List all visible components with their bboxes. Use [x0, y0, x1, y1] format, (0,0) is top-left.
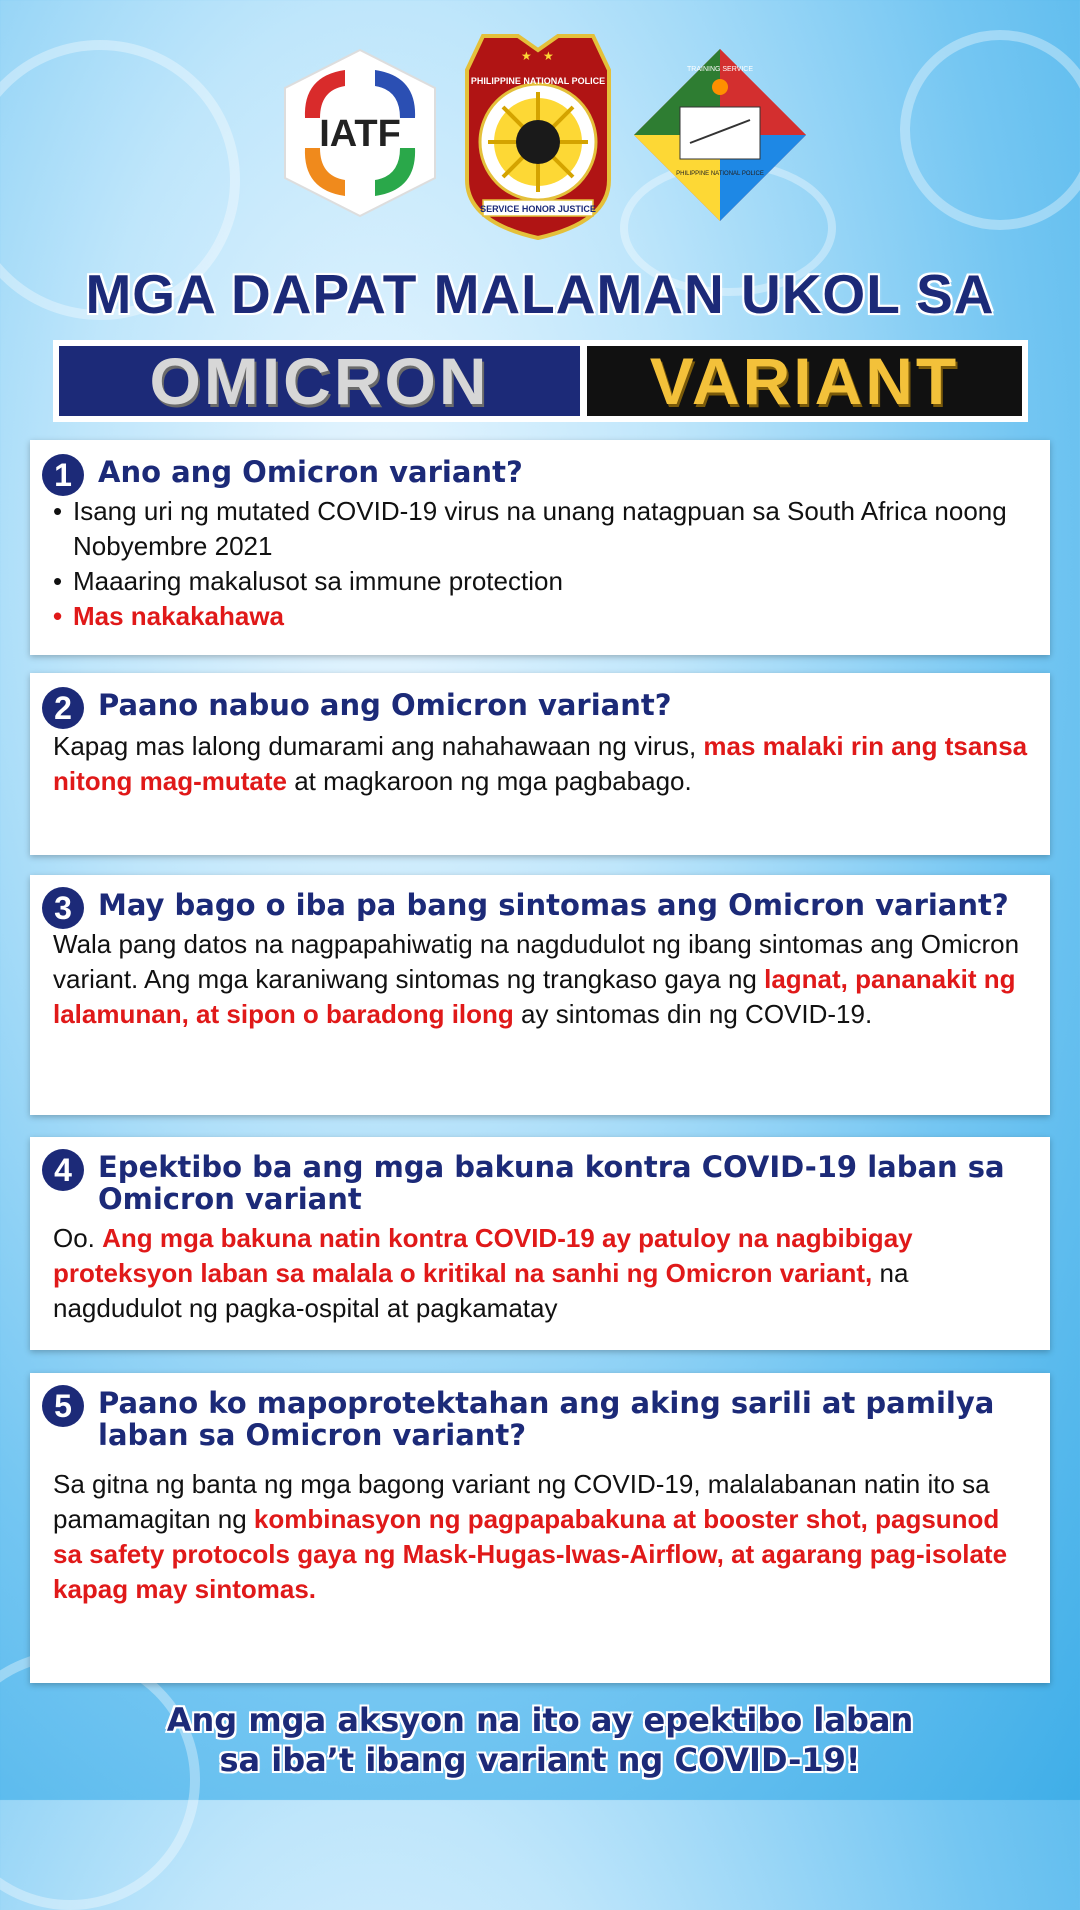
- training-service-logo: [630, 45, 810, 225]
- question-heading: Ano ang Omicron variant?: [98, 455, 523, 489]
- faq-card-1: [30, 440, 1050, 655]
- faq-card-4: [30, 1137, 1050, 1350]
- number-badge: 3: [42, 887, 84, 929]
- number-badge: 5: [42, 1385, 84, 1427]
- answer-text: Sa gitna ng banta ng mga bagong variant ng COVID-19, malalabanan natin ito sa pamamagitan ng kombinasyon ng pagpapabakuna at booster shot, pagsunod sa safety protocols gaya ng Mask-Hugas-Iwas-Airflow, at agarang pag-isolate kapag may sintomas.: [53, 1469, 1008, 1604]
- omicron-title: OMICRON: [59, 346, 580, 416]
- question-heading: Epektibo ba ang mga bakuna kontra COVID-19 laban sa Omicron variant: [98, 1150, 1005, 1216]
- question-heading: May bago o iba pa bang sintomas ang Omicron variant?: [98, 888, 1009, 922]
- answer-text: [30, 494, 1050, 634]
- iatf-logo-text: IATF: [319, 113, 401, 155]
- faq-card-2: [30, 673, 1050, 855]
- number-badge: 4: [42, 1149, 84, 1191]
- pnp-logo-text: PHILIPPINE NATIONAL POLICE: [470, 76, 606, 86]
- list-item: • Mas nakakahawa: [53, 599, 1028, 634]
- title-banner: [53, 340, 1028, 422]
- training-logo-subtext: PHILIPPINE NATIONAL POLICE: [676, 171, 764, 177]
- footer-line: sa iba’t ibang variant ng COVID-19!: [219, 1741, 861, 1779]
- faq-card-3: [30, 875, 1050, 1115]
- pnp-motto-text: SERVICE HONOR JUSTICE: [480, 204, 596, 214]
- footer-message: [0, 1700, 1080, 1780]
- faq-card-5: [30, 1373, 1050, 1683]
- pnp-badge-logo: [463, 30, 613, 242]
- number-badge: 1: [42, 454, 84, 496]
- logo-row: [0, 30, 1080, 250]
- answer-text: Wala pang datos na nagpapahiwatig na nagdudulot ng ibang sintomas ang Omicron variant. Ang mga karaniwang sintomas ng trangkaso gaya ng lagnat, pananakit ng lalamunan, at sipon o baradong ilong ay sintomas din ng COVID-19.: [53, 929, 1020, 1029]
- training-logo-text: TRAINING SERVICE: [687, 66, 753, 73]
- number-badge: 2: [42, 687, 84, 729]
- svg-text:★: ★: [521, 49, 532, 63]
- answer-text: Oo. Ang mga bakuna natin kontra COVID-19 ay patuloy na nagbibigay proteksyon laban sa malala o kritikal na sanhi ng Omicron variant, na nagdudulot ng pagka-ospital at pagkamatay: [53, 1223, 913, 1323]
- svg-text:★: ★: [543, 49, 554, 63]
- answer-text: Kapag mas lalong dumarami ang nahahawaan ng virus, mas malaki rin ang tsansa nitong mag-mutate at magkaroon ng mga pagbabago.: [53, 731, 1028, 796]
- question-heading: Paano nabuo ang Omicron variant?: [98, 688, 672, 722]
- background-decoration: [0, 1650, 200, 1910]
- question-heading: Paano ko mapoprotektahan ang aking sarili at pamilya laban sa Omicron variant?: [98, 1386, 995, 1452]
- footer-line: Ang mga aksyon na ito ay epektibo laban: [166, 1701, 914, 1739]
- page-headline: MGA DAPAT MALAMAN UKOL SA: [85, 263, 995, 325]
- iatf-logo: [275, 48, 445, 218]
- variant-title: VARIANT: [587, 346, 1022, 416]
- list-item: • Maaaring makalusot sa immune protection: [53, 564, 1028, 599]
- list-item: • Isang uri ng mutated COVID-19 virus na unang natagpuan sa South Africa noong Nobyembre 2021: [53, 494, 1028, 564]
